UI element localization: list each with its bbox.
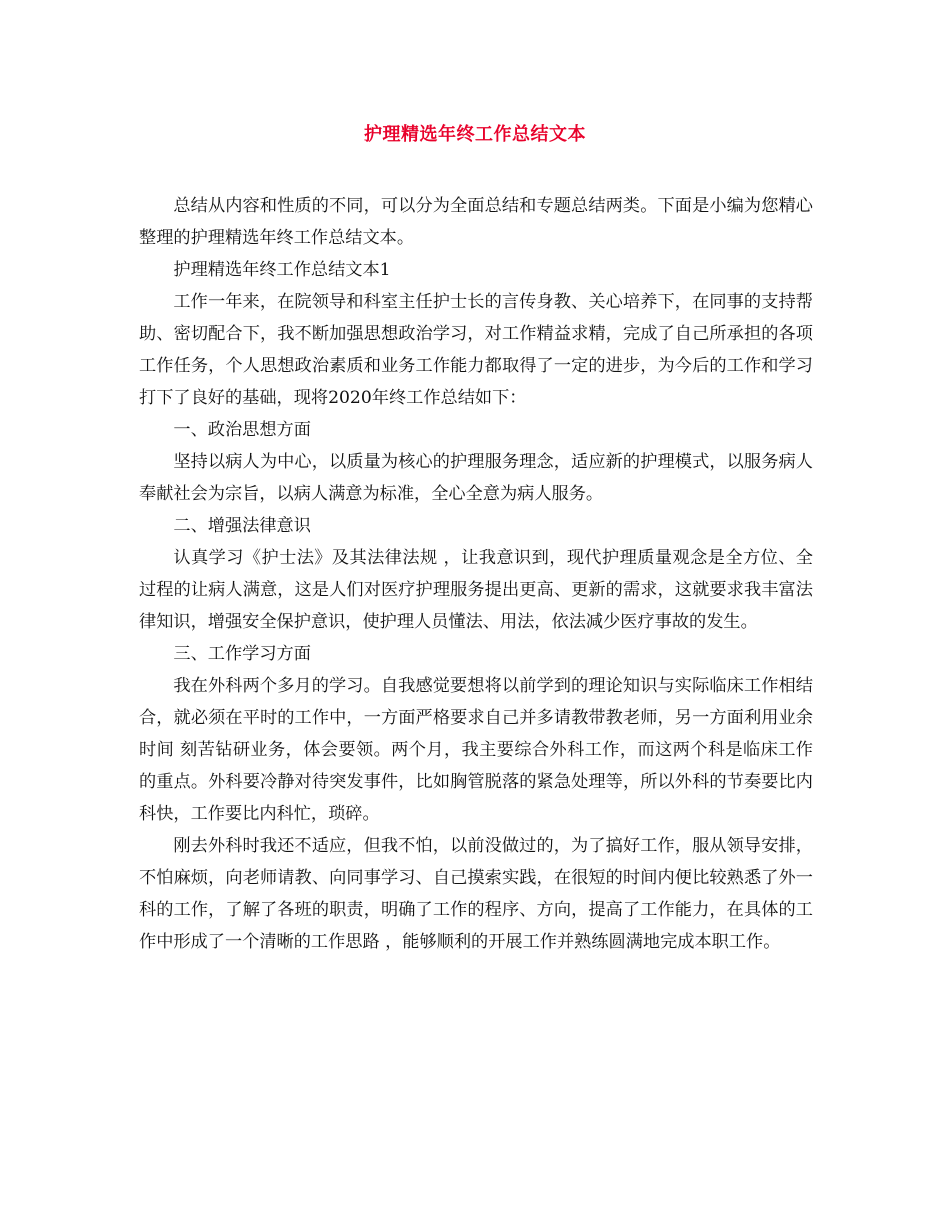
document-title: 护理精选年终工作总结文本 <box>364 124 586 145</box>
heading-work-study: 三、工作学习方面 <box>173 644 311 664</box>
section-heading-text-1: 护理精选年终工作总结文本1 <box>173 260 391 280</box>
intro-paragraph: 总结从内容和性质的不同，可以分为全面总结和专题总结两类。下面是小编为您精心整理的护理精选年终工作总结文本。 <box>139 196 813 248</box>
heading-legal-awareness: 二、增强法律意识 <box>173 516 311 536</box>
summary-paragraph: 工作一年来，在院领导和科室主任护士长的言传身教、关心培养下，在同事的支持帮助、密切配合下，我不断加强思想政治学习，对工作精益求精，完成了自己所承担的各项工作任务，个人思想政治素质和业务工作能力都取得了一定的进步，为今后的工作和学习打下了良好的基础，现将2020年终工作总结如下： <box>139 292 813 408</box>
work-study-paragraph: 我在外科两个多月的学习。自我感觉要想将以前学到的理论知识与实际临床工作相结合，就必须在平时的工作中，一方面严格要求自己并多请教带教老师，另一方面利用业余时间 刻苦钻研业务，体会要领。两个月，我主要综合外科工作，而这两个科是临床工作的重点。外科要冷静对待突发事件，比如胸管脱落的紧急处理等，所以外科的节奏要比内科快，工作要比内科忙，琐碎。 <box>139 676 813 824</box>
political-thought-paragraph: 坚持以病人为中心，以质量为核心的护理服务理念，适应新的护理模式，以服务病人奉献社会为宗旨，以病人满意为标准，全心全意为病人服务。 <box>139 452 813 504</box>
legal-awareness-paragraph: 认真学习《护士法》及其法律法规 ，让我意识到，现代护理质量观念是全方位、全过程的让病人满意，这是人们对医疗护理服务提出更高、更新的需求，这就要求我丰富法律知识，增强安全保护意识，使护理人员懂法、用法，依法减少医疗事故的发生。 <box>139 548 813 632</box>
heading-political-thought: 一、政治思想方面 <box>173 420 311 440</box>
surgery-adaptation-paragraph: 刚去外科时我还不适应，但我不怕，以前没做过的，为了搞好工作，服从领导安排，不怕麻烦，向老师请教、向同事学习、自己摸索实践，在很短的时间内便比较熟悉了外一科的工作，了解了各班的职责，明确了工作的程序、方向，提高了工作能力，在具体的工作中形成了一个清晰的工作思路 ，能够顺利的开展工作并熟练圆满地完成本职工作。 <box>139 836 813 952</box>
document-body <box>139 190 813 958</box>
